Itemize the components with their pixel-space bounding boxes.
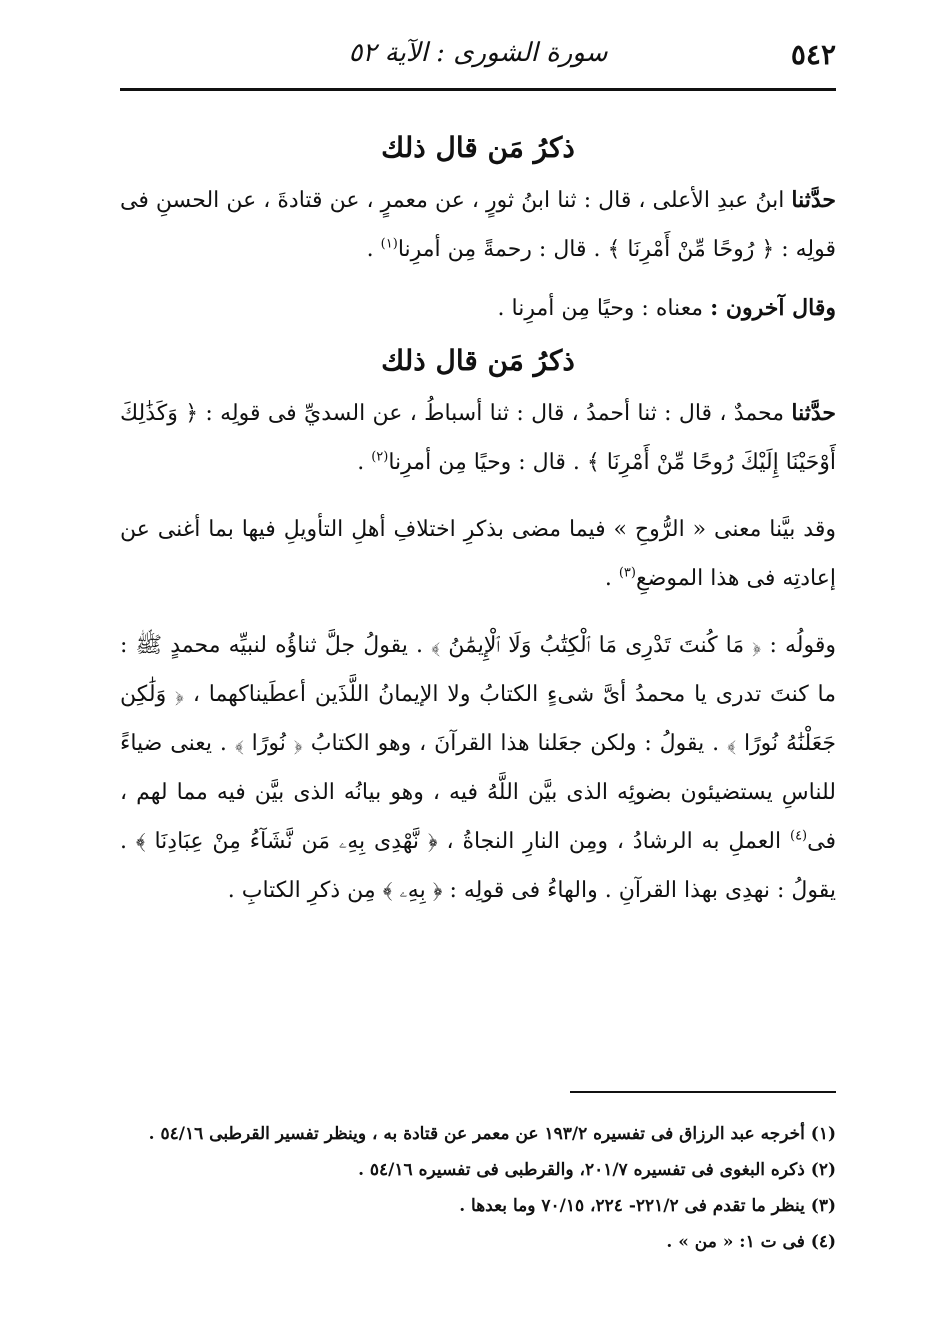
- paragraph-text: ابنُ عبدِ الأعلى ، قال : ثنا ابنُ ثورٍ ، عن معمرٍ ، عن قتادةَ ، عن الحسنِ فى قولِه :: [120, 188, 836, 262]
- paragraph-3: [120, 389, 836, 487]
- paragraph-text: وقولُه :: [761, 633, 836, 658]
- paragraph-text: معناه : وحيًا مِن أمرِنا .: [497, 296, 711, 321]
- paragraph-lead: وقال آخرون :: [710, 295, 836, 321]
- quran-quote: ﴿ بِهِۦ ﴾: [382, 878, 443, 903]
- main-text: [120, 120, 836, 915]
- footnote: (٢) ذكره البغوى فى تفسيره ٢٠١/٧، والقرطبى فى تفسيره ٥٤/١٦ .: [358, 1160, 836, 1180]
- paragraph-end: .: [357, 450, 372, 475]
- paragraph-text: وقد بيَّنا معنى « الرُّوحِ » فيما مضى بذكرِ اختلافِ أهلِ التأويلِ فيها بما أغنى عن إعادتِه فى هذا الموضعِ: [120, 517, 836, 591]
- paragraph-text: . يقولُ جلَّ ثناؤُه لنبيِّه محمدٍ ﷺ : ما كنتَ تدرى يا محمدُ أىَّ شىءٍ الكتابُ ولا الإيمانُ اللَّذَين أعطَيناكهما ،: [120, 633, 837, 707]
- running-title: سورة الشورى : الآية ٥٢: [348, 38, 608, 68]
- quran-quote: ﴿ مَا كُنتَ تَدْرِى مَا ٱلْكِتَٰبُ وَلَا ٱلْإِيمَٰنُ ﴾: [431, 633, 762, 658]
- page-number: ٥٤٢: [790, 38, 836, 71]
- paragraph-text: . يقولُ : نهدِى بهذا القرآنِ . والهاءُ فى قولِه :: [120, 829, 836, 903]
- paragraph-5: [120, 621, 836, 915]
- paragraph-text: . قال : وحيًا مِن أمرِنا: [388, 450, 587, 475]
- quran-quote: ﴿ نَّهْدِى بِهِۦ مَن نَّشَآءُ مِنْ عِبَادِنَا ﴾: [135, 829, 438, 854]
- header-rule: [120, 88, 836, 91]
- paragraph-text: . يقولُ : ولكن جعَلنا هذا القرآنَ ، وهو الكتابُ: [302, 731, 728, 756]
- paragraph-4: [120, 505, 836, 603]
- footnote-ref: (١): [380, 236, 398, 252]
- footnote: (٣) ينظر ما تقدم فى ٢٢١/٢- ٢٢٤، ٧٠/١٥ وما بعدها .: [459, 1196, 836, 1216]
- footnotes: [120, 1116, 836, 1260]
- section-heading: ذكرُ مَن قال ذلك: [381, 344, 575, 377]
- paragraph-lead: حدَّثنا: [791, 400, 836, 426]
- footnote: (٤) فى ت ١: « من » .: [666, 1232, 836, 1252]
- footnote-ref: (٢): [371, 449, 389, 465]
- paragraph-end: .: [604, 566, 619, 591]
- quran-quote: ﴿ وَلَٰكِن جَعَلْنَٰهُ نُورًا ﴾: [120, 682, 836, 756]
- paragraph-1: [120, 176, 836, 274]
- footnote-ref: (٤): [789, 828, 808, 844]
- paragraph-2: [120, 284, 836, 333]
- paragraph-end: .: [366, 237, 381, 262]
- footnote: (١) أخرجه عبد الرزاق فى تفسيره ١٩٣/٢ عن معمر عن قتادة به ، وينظر تفسير القرطبى ٥٤/١٦ .: [148, 1124, 836, 1144]
- paragraph-lead: حدَّثنا: [791, 187, 836, 213]
- page-header: [120, 34, 836, 82]
- paragraph-text: . قال : رحمةً مِن أمرِنا: [397, 237, 608, 262]
- paragraph-text: محمدٌ ، قال : ثنا أحمدُ ، قال : ثنا أسباطُ ، عن السديِّ فى قولِه :: [198, 401, 792, 426]
- paragraph-text: العملِ به الرشادُ ، ومِن النارِ النجاةُ ،: [437, 829, 790, 854]
- quran-quote: ﴿ رُوحًا مِّنْ أَمْرِنَا ﴾: [607, 237, 775, 262]
- paragraph-text: مِن ذكرِ الكتابِ .: [227, 878, 383, 903]
- quran-quote: ﴿ نُورًا ﴾: [234, 731, 303, 756]
- section-heading: ذكرُ مَن قال ذلك: [381, 131, 575, 164]
- quran-quote: ﴿ وَكَذَٰلِكَ أَوْحَيْنَا إِلَيْكَ رُوحًا مِّنْ أَمْرِنَا ﴾: [120, 401, 836, 475]
- footnote-rule: [570, 1091, 836, 1093]
- footnote-ref: (٣): [618, 565, 636, 581]
- paragraph-text: . يعنى ضياءً للناسِ يستضيئون بضوئِه الذى بيَّن اللَّهُ فيه ، وهو بيانُه الذى بيَّن فيه مما لهم ، فى: [120, 731, 836, 854]
